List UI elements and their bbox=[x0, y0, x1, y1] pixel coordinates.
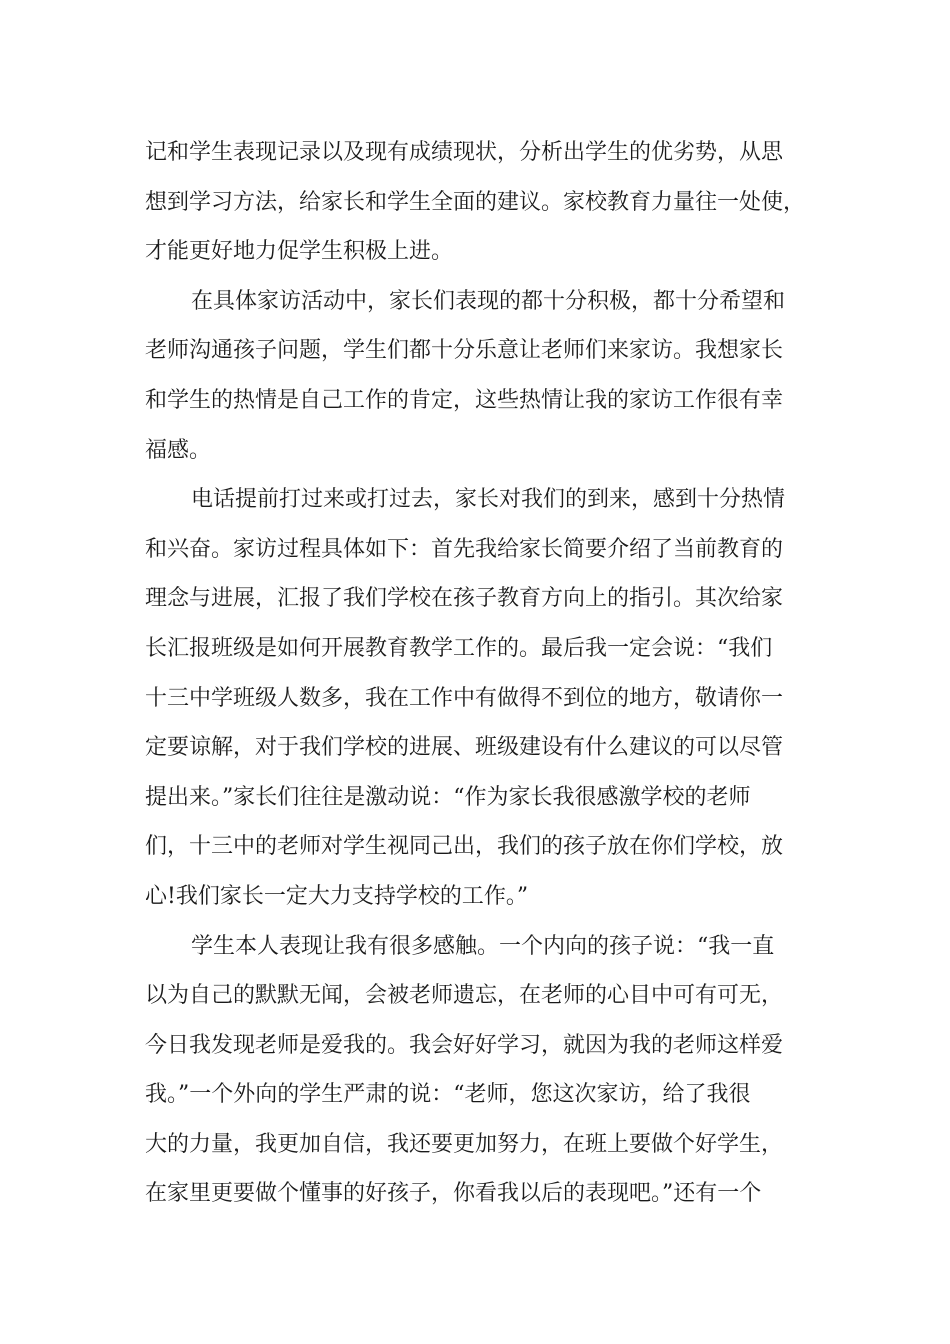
text-line: 福感。 bbox=[145, 437, 212, 463]
text-line: 理念与进展，汇报了我们学校在孩子教育方向上的指引。其次给家 bbox=[145, 586, 784, 612]
document-body bbox=[145, 128, 825, 1219]
paragraph bbox=[145, 922, 825, 1220]
text-line: 在具体家访活动中，家长们表现的都十分积极，都十分希望和 bbox=[191, 288, 786, 314]
text-line: 老师沟通孩子问题，学生们都十分乐意让老师们来家访。我想家长 bbox=[145, 338, 784, 364]
text-line: 电话提前打过来或打过去，家长对我们的到来，感到十分热情 bbox=[191, 487, 786, 513]
text-line: 今日我发现老师是爱我的。我会好好学习，就因为我的老师这样爱 bbox=[145, 1032, 784, 1058]
text-line: 和兴奋。家访过程具体如下：首先我给家长简要介绍了当前教育的 bbox=[145, 536, 784, 562]
text-line: 以为自己的默默无闻，会被老师遗忘，在老师的心目中可有可无， bbox=[145, 983, 784, 1009]
text-line: 提出来。”家长们往往是激动说：“作为家长我很感激学校的老师 bbox=[145, 784, 751, 810]
text-line: 在家里更要做个懂事的好孩子，你看我以后的表现吧。”还有一个 bbox=[145, 1181, 762, 1207]
text-line: 大的力量，我更加自信，我还要更加努力，在班上要做个好学生， bbox=[145, 1131, 784, 1157]
paragraph bbox=[145, 128, 825, 277]
text-line: 我。”一个外向的学生严肃的说：“老师，您这次家访，给了我很 bbox=[145, 1082, 751, 1108]
text-line: 十三中学班级人数多，我在工作中有做得不到位的地方，敬请你一 bbox=[145, 685, 784, 711]
text-line: 心!我们家长一定大力支持学校的工作。” bbox=[145, 883, 529, 909]
paragraph bbox=[145, 475, 825, 921]
text-line: 想到学习方法，给家长和学生全面的建议。家校教育力量往一处使， bbox=[145, 189, 806, 215]
text-line: 长汇报班级是如何开展教育教学工作的。最后我一定会说：“我们 bbox=[145, 635, 773, 661]
paragraph bbox=[145, 277, 825, 475]
text-line: 学生本人表现让我有很多感触。一个内向的孩子说：“我一直 bbox=[191, 933, 775, 959]
text-line: 们，十三中的老师对学生视同己出，我们的孩子放在你们学校，放 bbox=[145, 834, 784, 860]
text-line: 定要谅解，对于我们学校的进展、班级建设有什么建议的可以尽管 bbox=[145, 735, 784, 761]
text-line: 记和学生表现记录以及现有成绩现状，分析出学生的优劣势，从思 bbox=[145, 140, 784, 165]
text-line: 才能更好地力促学生积极上进。 bbox=[145, 239, 454, 265]
text-line: 和学生的热情是自己工作的肯定，这些热情让我的家访工作很有幸 bbox=[145, 387, 784, 413]
